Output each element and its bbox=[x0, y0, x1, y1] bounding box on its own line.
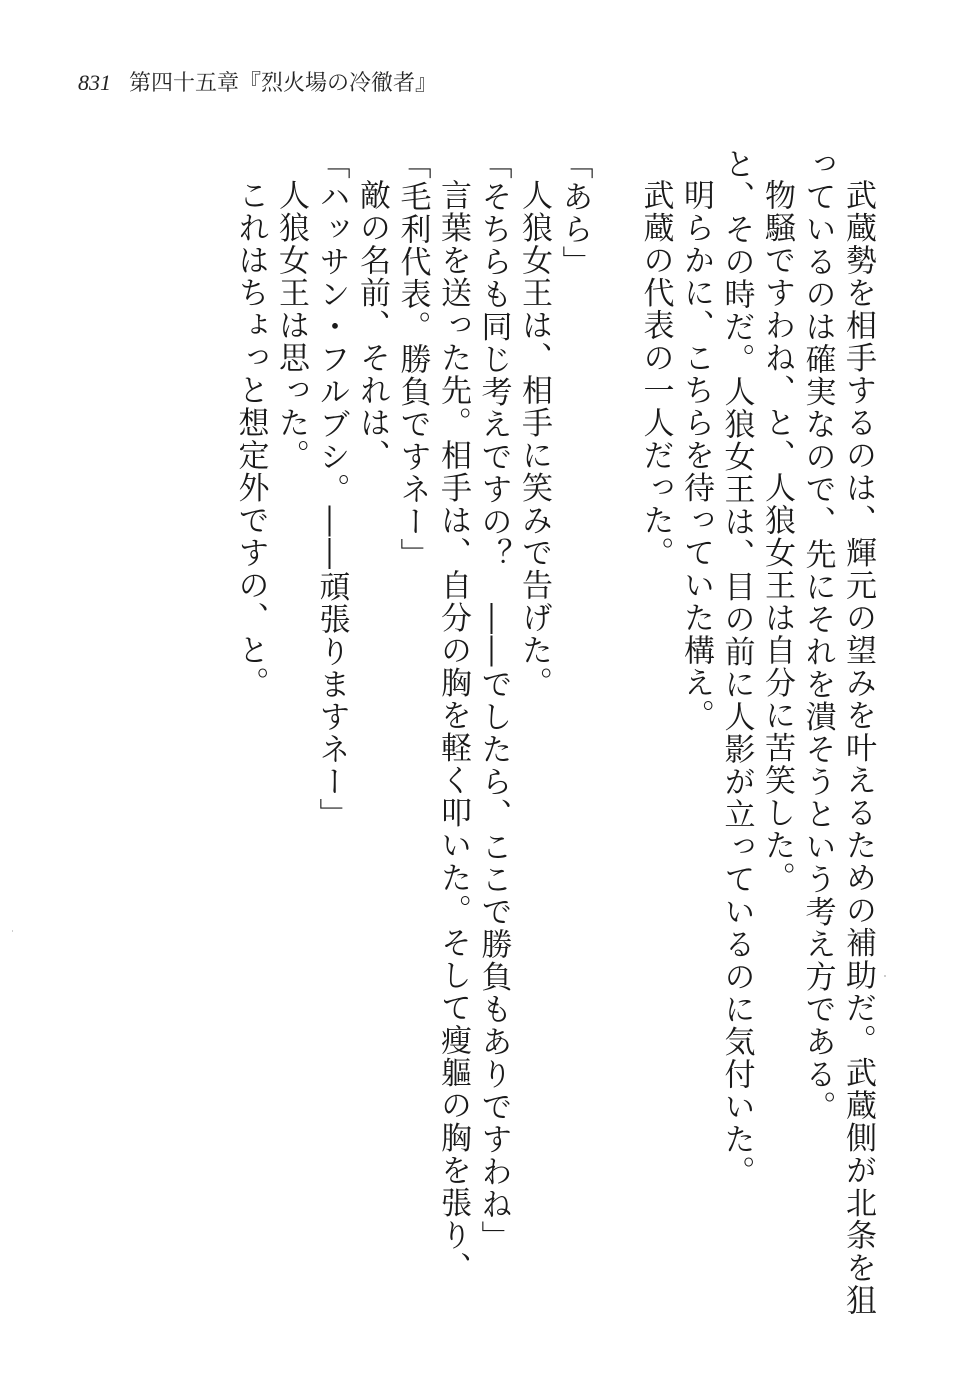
paragraph: 言葉を送った先。相手は、自分の胸を軽く叩いた。そして瘦軀の胸を張り、 bbox=[435, 179, 471, 1284]
paragraph: 人狼女王は、相手に笑みで告げた。 bbox=[516, 179, 552, 699]
paragraph: 武蔵勢を相手するのは、輝元の望みを叶えるための補助だ。武蔵側が北条を狙っているのは確実なので、先にそれを潰そうという考え方である。 bbox=[799, 148, 876, 1317]
paragraph: これはちょっと想定外ですの、と。 bbox=[232, 179, 269, 699]
vertical-text-body bbox=[230, 148, 878, 1328]
scan-speck bbox=[884, 975, 886, 977]
blank-line bbox=[595, 148, 636, 1328]
dialogue-line: 「ハッサン・フルブシ。――頑張りますネー」 bbox=[313, 148, 350, 831]
chapter-title: 第四十五章『烈火場の冷徹者』 bbox=[129, 70, 438, 95]
paragraph: 人狼女王は思った。 bbox=[273, 179, 309, 472]
paragraph: と、その時だ。人狼女王は、目の前に人影が立っているのに気付いた。 bbox=[718, 148, 755, 1188]
dialogue-line: 「毛利代表。勝負ですネー」 bbox=[394, 148, 431, 571]
paragraph: 明らかに、こちらを待っていた構え。 bbox=[678, 179, 714, 732]
dialogue-line: 「あら」 bbox=[556, 148, 593, 278]
scan-speck bbox=[12, 930, 13, 932]
running-header bbox=[78, 66, 437, 97]
dialogue-line: 「そちらも同じ考えですの？ ――でしたら、ここで勝負もありですわね」 bbox=[475, 148, 512, 1253]
paragraph: 物騒ですわね、と、人狼女王は自分に苦笑した。 bbox=[759, 179, 795, 894]
paragraph: 敵の名前、それは、 bbox=[354, 179, 390, 472]
paragraph: 武蔵の代表の一人だった。 bbox=[637, 179, 674, 569]
page-number: 831 bbox=[78, 70, 111, 95]
